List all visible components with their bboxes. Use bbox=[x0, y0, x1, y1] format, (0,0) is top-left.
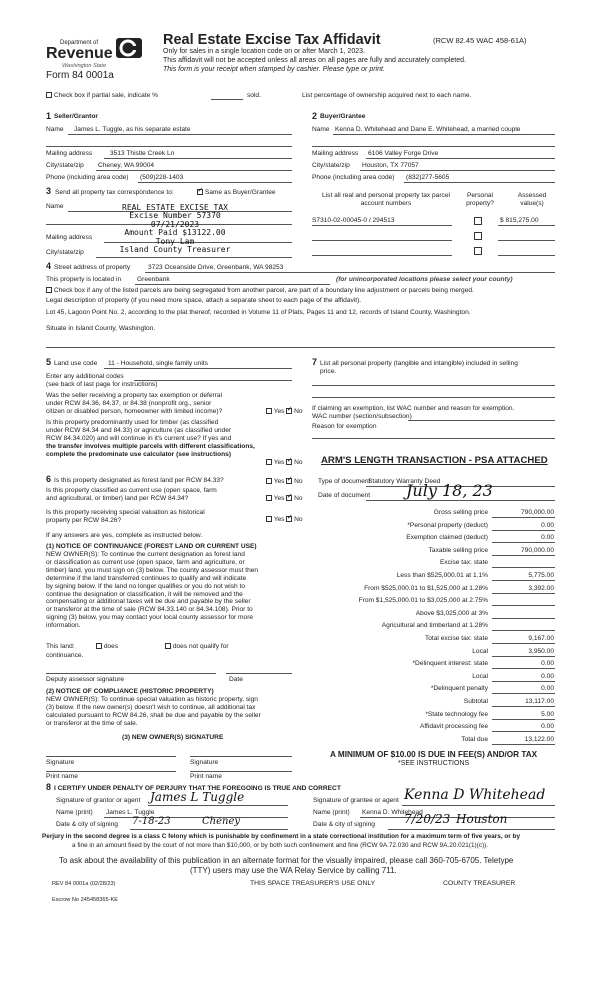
personal-property-checkbox-2[interactable] bbox=[474, 232, 482, 240]
escrow-row bbox=[52, 897, 118, 903]
calc-row-field[interactable] bbox=[492, 719, 555, 720]
alt-format-line-1: To ask about the availability of this publication in an alternate format for the visually impaired, please call 360-705-6705. Teletype bbox=[59, 856, 514, 865]
doc-type-label: Type of document bbox=[318, 478, 371, 485]
does-not-checkbox[interactable] bbox=[165, 643, 171, 649]
calc-row-label: Less than $525,000.01 at 1.1% bbox=[396, 572, 488, 579]
calc-row-value: 0.00 bbox=[541, 673, 554, 680]
s6q2-no-label: No bbox=[294, 495, 303, 502]
segregated-label: Check box if any of the listed parcels are being segregated from another parcel, are part of a boundary line adjustment or parcels being merged. bbox=[53, 287, 474, 294]
partial-sold-label: sold. bbox=[247, 92, 261, 99]
calc-row-value: 3,950.00 bbox=[528, 648, 554, 655]
section-4-number: 4 bbox=[46, 261, 52, 271]
calc-row-value: 5,775.00 bbox=[528, 572, 554, 579]
correspondence-label: Send all property tax correspondence to: bbox=[55, 189, 174, 196]
calc-row-value: 0.00 bbox=[541, 723, 554, 730]
notice-continuance-text bbox=[46, 551, 258, 630]
timber-question bbox=[46, 419, 255, 459]
calc-row-value: 0.00 bbox=[541, 660, 554, 667]
stamp-line-2: Excise Number 57370 bbox=[129, 211, 221, 221]
signature-label-2: Signature bbox=[190, 759, 219, 766]
n1-line-7: compensating or additional taxes will be due and payable by the seller bbox=[46, 598, 251, 606]
same-as-buyer-label: Same as Buyer/Grantee bbox=[204, 189, 276, 196]
calc-row-label: Local bbox=[472, 648, 488, 655]
calc-row-label: Above $3,025,000 at 3% bbox=[415, 610, 488, 617]
certify-statement: I CERTIFY UNDER PENALTY OF PERJURY THAT THE FOREGOING IS TRUE AND CORRECT bbox=[54, 785, 341, 792]
section-3-number: 3 bbox=[46, 186, 52, 196]
q2-line-2: under RCW 84.34 and 84.33) or agriculture (as classified under bbox=[46, 426, 232, 434]
state-line: Washington State bbox=[62, 63, 107, 69]
s6q2-yes-checkbox[interactable] bbox=[266, 495, 272, 501]
new-owner-signature-field-1[interactable] bbox=[46, 756, 176, 757]
header-note-1: Only for sales in a single location code on or after March 1, 2023. bbox=[163, 48, 365, 55]
seller-phone-label: Phone (including area code) bbox=[46, 174, 129, 181]
s6q1-no-checkbox[interactable] bbox=[286, 478, 292, 484]
s7-line-2: price. bbox=[320, 367, 337, 375]
stamp-line-1: REAL ESTATE EXCISE TAX bbox=[122, 203, 228, 212]
buyer-phone-label: Phone (including area code) bbox=[312, 174, 395, 181]
calc-row-label: From $1,525,000.01 to $3,025,000 at 2.75% bbox=[358, 597, 488, 604]
does-not-label: does not qualify for bbox=[172, 643, 229, 650]
buyer-address-field[interactable] bbox=[366, 158, 555, 159]
buyer-name-value: Kenna D. Whitehead and Dane E. Whitehead, a married couple bbox=[335, 126, 521, 133]
land-use-field[interactable] bbox=[104, 368, 292, 369]
located-in-field[interactable] bbox=[135, 284, 330, 285]
calc-row-label: Excise tax: state bbox=[439, 559, 488, 566]
s6q2-no-checkbox[interactable] bbox=[286, 495, 292, 501]
located-in-value: Greenbank bbox=[137, 276, 170, 283]
grantee-date-field[interactable] bbox=[388, 829, 555, 830]
legal-description-value: Lot 45, Lagoon Point No. 2, according to the plat thereof, recorded in Volume 11 of Plats, Pages 11 and 12, records of Island County, Washington. bbox=[46, 309, 471, 316]
calc-row-value: 5.00 bbox=[541, 711, 554, 718]
personal-property-header: Personal property? bbox=[466, 192, 494, 207]
notice-continuance-title: (1) NOTICE OF CONTINUANCE (FOREST LAND OR CURRENT USE) bbox=[46, 543, 257, 550]
seller-name-value: James L. Tuggle, as his separate estate bbox=[74, 126, 191, 133]
calc-row-field[interactable] bbox=[492, 567, 555, 568]
grantor-signature: James L Tuggle bbox=[150, 790, 245, 804]
buyer-heading: Buyer/Grantee bbox=[320, 113, 366, 120]
calc-row-field[interactable] bbox=[492, 656, 555, 657]
calc-row-label: Agricultural and timberland at 1.28% bbox=[381, 622, 488, 629]
pp-cell-3 bbox=[474, 247, 482, 257]
unincorporated-note: (for unincorporated locations please select your county) bbox=[336, 276, 513, 283]
partial-percent-field[interactable] bbox=[211, 99, 243, 100]
this-land-label: This land: bbox=[46, 643, 75, 650]
calc-row-field[interactable] bbox=[492, 706, 555, 707]
n1-line-6: continue the designation or classification, it will be removed and the bbox=[46, 590, 243, 598]
does-checkbox[interactable] bbox=[96, 643, 102, 649]
stamp-line-6: Island County Treasurer bbox=[119, 244, 231, 254]
n1-line-1: NEW OWNER(S): To continue the current designation as forest land bbox=[46, 551, 245, 558]
new-owner-print-field-1[interactable] bbox=[46, 771, 176, 772]
doc-date-field[interactable] bbox=[366, 500, 555, 501]
escrow-number: 245458365-KE bbox=[80, 897, 118, 903]
buyer-address-value: 6106 Valley Forge Drive bbox=[368, 150, 439, 157]
buyer-address-label: Mailing address bbox=[312, 150, 359, 157]
q2-no-checkbox[interactable] bbox=[286, 459, 292, 465]
s6q3-yes-checkbox[interactable] bbox=[266, 516, 272, 522]
calc-row-field[interactable] bbox=[492, 605, 555, 606]
exemption-instruction: If claiming an exemption, list WAC number and reason for exemption. bbox=[312, 405, 515, 412]
signature-label-1: Signature bbox=[46, 759, 75, 766]
doc-date-label: Date of document bbox=[318, 492, 371, 499]
q2-line-1: Is this property predominantly used for timber (as classified bbox=[46, 419, 219, 426]
q1-line-1: Was the seller receiving a property tax exemption or deferral bbox=[46, 392, 223, 399]
grantor-signature-field[interactable] bbox=[148, 805, 288, 806]
seller-name-label: Name bbox=[46, 126, 64, 133]
q1-line-3: citizen or disabled person, homeowner with limited income)? bbox=[46, 407, 223, 415]
wac-label: WAC number (section/subsection) bbox=[312, 413, 412, 420]
q1-no-checkbox[interactable] bbox=[286, 408, 292, 414]
revenue-wordmark: Revenue bbox=[46, 45, 113, 62]
s6q2-yes-no bbox=[266, 495, 303, 503]
any-yes-note: If any answers are yes, complete as instructed below. bbox=[46, 532, 203, 539]
exemption-reason-field[interactable] bbox=[312, 438, 555, 439]
buyer-name-line-2[interactable] bbox=[312, 146, 555, 147]
assessed-field-1[interactable] bbox=[498, 225, 555, 226]
calc-row-value: 0.00 bbox=[541, 522, 554, 529]
q2-line-3: RCW 84.34.020) and will continue in it's current use? If yes and bbox=[46, 434, 232, 442]
n1-line-5: by signing below. If the land no longer qualifies or you do not wish to bbox=[46, 582, 246, 590]
corr-city-field[interactable] bbox=[96, 257, 292, 258]
calc-row-value: 0.00 bbox=[541, 534, 554, 541]
calc-row-field[interactable] bbox=[492, 693, 555, 694]
notice-compliance-text bbox=[46, 696, 261, 728]
s6q3-no-label: No bbox=[294, 516, 303, 523]
calc-row-label: *Delinquent interest: state bbox=[412, 660, 488, 667]
corr-name-label: Name bbox=[46, 203, 64, 210]
street-address-label: Street address of property bbox=[54, 264, 131, 271]
county-treasurer-label: COUNTY TREASURER bbox=[443, 880, 516, 887]
rcw-reference: (RCW 82.45 WAC 458-61A) bbox=[433, 36, 527, 45]
revision-number: REV 84 0001a (02/28/23) bbox=[52, 881, 116, 887]
calc-row-field[interactable] bbox=[492, 542, 555, 543]
n1-line-2: or classification as current use (open space, farm and agriculture, or bbox=[46, 558, 245, 566]
s6q3-line-2: property per RCW 84.26? bbox=[46, 516, 122, 524]
s6q3-no-checkbox[interactable] bbox=[286, 516, 292, 522]
personal-property-checkbox-1[interactable] bbox=[474, 217, 482, 225]
buyer-name-field[interactable] bbox=[333, 134, 555, 135]
grantor-name-label: Name (print) bbox=[56, 809, 93, 816]
seller-city-field[interactable] bbox=[96, 170, 292, 171]
seller-address-value: 3513 Thistle Creek Ln bbox=[110, 150, 175, 157]
see-instructions-note: *SEE INSTRUCTIONS bbox=[398, 760, 470, 767]
grantor-city-value: Cheney bbox=[202, 816, 241, 827]
perjury-line-2: a fine in an amount fixed by the court of not more than $10,000, or by both such confinement and fine (RCW 9A.72.030 and RCW 9A.20.021(1)(c)). bbox=[72, 842, 488, 849]
pp-cell-2 bbox=[474, 232, 482, 242]
new-owner-signature-title: (3) NEW OWNER(S) SIGNATURE bbox=[122, 734, 224, 741]
does-row bbox=[96, 643, 118, 651]
section-8-number: 8 bbox=[46, 782, 52, 792]
deputy-date-field[interactable] bbox=[226, 673, 292, 674]
calc-row-label: Total due bbox=[461, 736, 488, 743]
grantee-signature: Kenna D Whitehead bbox=[404, 787, 546, 803]
q2-line-5: complete the predominate use calculator (see instructions) bbox=[46, 450, 232, 458]
buyer-city-label: City/state/zip bbox=[312, 162, 350, 169]
dor-logo-icon bbox=[115, 37, 143, 59]
partial-sale-checkbox[interactable] bbox=[46, 92, 52, 98]
q2-no-label: No bbox=[294, 459, 303, 466]
seller-city-value: Cheney, WA 99004 bbox=[98, 162, 155, 169]
s6q2-yes-label: Yes bbox=[273, 495, 285, 502]
s6q2-line-1: Is this property classified as current use (open space, farm bbox=[46, 487, 217, 494]
n2-line-1: NEW OWNER(S): To continue special valuation as historic property, sign bbox=[46, 696, 258, 703]
deputy-signature-field[interactable] bbox=[46, 673, 216, 674]
seller-address-field[interactable] bbox=[104, 158, 292, 159]
doc-date-value: July 18, 23 bbox=[406, 481, 493, 500]
grantor-signature-label: Signature of grantor or agent bbox=[56, 797, 141, 804]
personal-property-field-2[interactable] bbox=[312, 397, 555, 398]
perjury-line-1: Perjury in the second degree is a class C felony which is punishable by confinement in a state correctional institution for a maximum term of five years, or by bbox=[42, 833, 521, 840]
calc-row-field[interactable] bbox=[492, 731, 555, 732]
calc-row-label: Taxable selling price bbox=[428, 547, 488, 554]
grantee-city-value: Houston bbox=[456, 812, 508, 826]
calc-row-label: *Delinquent penalty bbox=[430, 685, 488, 692]
section-1-number: 1 bbox=[46, 111, 52, 121]
grantee-name-label: Name (print) bbox=[313, 809, 350, 816]
seller-name-field[interactable] bbox=[68, 134, 292, 135]
s6q3-line-1: Is this property receiving special valuation as historical bbox=[46, 509, 205, 516]
grantor-date-label: Date & city of signing bbox=[56, 821, 118, 828]
n1-line-9: signing (3) below, you may contact your local county assessor for more bbox=[46, 614, 254, 622]
stamp-line-4: Amount Paid $13122.00 bbox=[124, 228, 226, 238]
calc-row-label: *Personal property (deduct) bbox=[407, 522, 488, 529]
s6q1-yes-label: Yes bbox=[273, 478, 285, 485]
section-6-number: 6 bbox=[46, 474, 52, 484]
print-name-label-1: Print name bbox=[46, 773, 78, 780]
seller-phone-value: (509)228-1403 bbox=[140, 174, 184, 181]
q1-line-2: under RCW 84.36, 84.37, or 84.38 (nonprofit org., senior bbox=[46, 399, 212, 407]
calc-row-label: Gross selling price bbox=[433, 509, 488, 516]
q1-yes-checkbox[interactable] bbox=[266, 408, 272, 414]
exemption-reason-label: Reason for exemption bbox=[312, 423, 377, 430]
calc-row-field[interactable] bbox=[492, 668, 555, 669]
n2-line-4: or transferor at the time of sale. bbox=[46, 719, 138, 727]
n1-line-4: determine if the land transferred continues to qualify and will indicate bbox=[46, 574, 247, 582]
street-address-value: 3723 Oceanside Drive, Greenbank, WA 98253 bbox=[148, 264, 284, 271]
calc-row-field[interactable] bbox=[492, 744, 555, 745]
grantee-name-value: Kenna D. Whitehead bbox=[362, 809, 423, 816]
parcel-header: List all real and personal property tax parcel account numbers bbox=[322, 192, 450, 207]
wac-field[interactable] bbox=[408, 420, 555, 421]
legal-extra-line[interactable] bbox=[46, 347, 555, 348]
n1-line-3: timber) land, you must sign on (3) below. The county assessor must then bbox=[46, 566, 259, 574]
q1-no-label: No bbox=[294, 408, 303, 415]
seller-heading: Seller/Grantor bbox=[54, 113, 98, 120]
corr-address-label: Mailing address bbox=[46, 234, 93, 241]
s6q1-no-label: No bbox=[294, 478, 303, 485]
segregated-checkbox[interactable] bbox=[46, 287, 52, 293]
seller-name-line-2[interactable] bbox=[46, 146, 292, 147]
calc-row-label: Subtotal bbox=[463, 698, 488, 705]
located-in-label: This property is located in bbox=[46, 276, 122, 283]
stamp-line-5: Tony Lam bbox=[155, 236, 195, 246]
calc-row-label: From $525,000.01 to $1,525,000 at 1.28% bbox=[364, 585, 488, 592]
partial-sale-row bbox=[46, 92, 158, 100]
land-use-label: Land use code bbox=[54, 360, 98, 367]
q1-yes-label: Yes bbox=[273, 408, 285, 415]
calc-row-label: Affidavit processing fee bbox=[419, 723, 488, 730]
same-as-buyer-checkbox[interactable] bbox=[197, 189, 203, 195]
seller-address-label: Mailing address bbox=[46, 150, 93, 157]
personal-property-checkbox-3[interactable] bbox=[474, 247, 482, 255]
calc-row-field[interactable] bbox=[492, 517, 555, 518]
buyer-city-field[interactable] bbox=[360, 170, 555, 171]
calc-row-value: 3,392.00 bbox=[528, 585, 554, 592]
grantor-name-value: James L. Tuggle bbox=[106, 809, 155, 816]
n2-line-3: calculated pursuant to RCW 84.26, shall be due and payable by the seller bbox=[46, 711, 261, 719]
buyer-phone-field[interactable] bbox=[404, 182, 555, 183]
legal-description-label: Legal description of property (if you need more space, attach a separate sheet to each page of the affidavit). bbox=[46, 297, 362, 304]
seller-city-label: City/state/zip bbox=[46, 162, 84, 169]
parcel-field-1[interactable] bbox=[312, 225, 452, 226]
additional-codes-field[interactable] bbox=[134, 380, 292, 381]
escrow-label: Escrow No bbox=[52, 897, 80, 903]
q2-yes-no bbox=[266, 459, 303, 467]
dept-line: Department of bbox=[60, 40, 99, 46]
arms-length-note: ARM'S LENGTH TRANSACTION - PSA ATTACHED bbox=[321, 455, 548, 466]
stamp-line-3: 07/21/2023 bbox=[150, 219, 200, 229]
segregated-row bbox=[46, 287, 474, 295]
calc-row-field[interactable] bbox=[492, 530, 555, 531]
grantor-date-field[interactable] bbox=[130, 829, 288, 830]
calc-row-value: 790,000.00 bbox=[520, 509, 554, 516]
assessed-field-2[interactable] bbox=[498, 240, 555, 241]
calc-row-value: 13,117.00 bbox=[525, 698, 554, 705]
corr-city-label: City/state/zip bbox=[46, 249, 84, 256]
calc-row-field[interactable] bbox=[492, 580, 555, 581]
s7-line-1: List all personal property (tangible and intangible) included in selling bbox=[320, 360, 518, 367]
current-use-question bbox=[46, 487, 217, 503]
header-note-2: This affidavit will not be accepted unless all areas on all pages are fully and accurately completed. bbox=[163, 57, 466, 64]
street-address-field[interactable] bbox=[145, 272, 555, 273]
grantee-date-label: Date & city of signing bbox=[313, 821, 375, 828]
minimum-due-note: A MINIMUM OF $10.00 IS DUE IN FEE(S) AND/OR TAX bbox=[330, 750, 538, 759]
forest-question: Is this property designated as forest land per RCW 84.33? bbox=[54, 477, 224, 484]
section-5-number: 5 bbox=[46, 357, 52, 367]
grantor-date-value: 7-18-23 bbox=[132, 816, 171, 827]
land-use-value: 11 - Household, single family units bbox=[108, 360, 208, 367]
situate-value: Situate in Island County, Washington. bbox=[46, 325, 156, 332]
form-title: Real Estate Excise Tax Affidavit bbox=[163, 32, 381, 48]
new-owner-print-field-2[interactable] bbox=[190, 771, 292, 772]
s6q1-yes-checkbox[interactable] bbox=[266, 478, 272, 484]
grantee-signature-field[interactable] bbox=[402, 805, 555, 806]
new-owner-signature-field-2[interactable] bbox=[190, 756, 292, 757]
partial-sale-label: Check box if partial sale, indicate % bbox=[53, 92, 158, 99]
additional-codes-note: (see back of last page for instructions) bbox=[46, 381, 158, 388]
calc-row-field[interactable] bbox=[492, 643, 555, 644]
calc-row-value: 0.00 bbox=[541, 685, 554, 692]
form-number: Form 84 0001a bbox=[46, 70, 114, 81]
calc-row-label: Local bbox=[472, 673, 488, 680]
calc-row-field[interactable] bbox=[492, 618, 555, 619]
header-note-3: This form is your receipt when stamped by cashier. Please type or print. bbox=[163, 66, 385, 73]
historic-question bbox=[46, 509, 205, 525]
buyer-phone-value: (832)277-5605 bbox=[406, 174, 450, 181]
calc-row-field[interactable] bbox=[492, 630, 555, 631]
parcel-field-2[interactable] bbox=[312, 240, 452, 241]
assessed-value-header: Assessed value(s) bbox=[517, 192, 547, 207]
section-2-number: 2 bbox=[312, 111, 318, 121]
grantee-date-value: 7/20/23 bbox=[404, 812, 451, 826]
calc-row-field[interactable] bbox=[492, 593, 555, 594]
treasurer-stamp bbox=[100, 204, 250, 254]
s6q3-yes-no bbox=[266, 516, 303, 524]
personal-property-field-1[interactable] bbox=[312, 385, 555, 386]
treasurer-use-label: THIS SPACE TREASURER'S USE ONLY bbox=[250, 880, 376, 887]
additional-codes-label: Enter any additional codes bbox=[46, 373, 124, 380]
s6q2-line-2: and agricultural, or timber) land per RCW 84.34? bbox=[46, 494, 189, 502]
parcel-number-value: S7310-02-00045-0 / 294513 bbox=[312, 217, 395, 224]
assessed-value: $ 815,275.00 bbox=[500, 217, 539, 224]
print-name-label-2: Print name bbox=[190, 773, 222, 780]
n1-line-10: information. bbox=[46, 622, 81, 630]
n2-line-2: (3) below. If the new owner(s) doesn't wish to continue, all additional tax bbox=[46, 703, 256, 711]
deputy-signature-label: Deputy assessor signature bbox=[46, 676, 125, 683]
alt-format-line-2: (TTY) users may use the WA Relay Service by calling 711. bbox=[190, 866, 397, 875]
q2-yes-checkbox[interactable] bbox=[266, 459, 272, 465]
q2-line-4: the transfer involves multiple parcels with different classifications, bbox=[46, 442, 255, 450]
doc-type-value: Statutory Warranty Deed bbox=[368, 478, 441, 485]
calc-row-value: 13,122.00 bbox=[524, 736, 554, 743]
buyer-city-value: Houston, TX 77057 bbox=[362, 162, 419, 169]
deputy-date-label: Date bbox=[229, 676, 243, 683]
calc-row-value: 790,000.00 bbox=[520, 547, 554, 554]
exemption-question bbox=[46, 392, 222, 416]
grantee-signature-label: Signature of grantee or agent bbox=[313, 797, 399, 804]
continuance-label: continuance. bbox=[46, 652, 84, 659]
assessed-field-3[interactable] bbox=[498, 255, 555, 256]
calc-row-label: Total excise tax: state bbox=[424, 635, 488, 642]
personal-property-text bbox=[320, 360, 518, 376]
same-as-buyer-row bbox=[197, 189, 276, 197]
ownership-note: List percentage of ownership acquired next to each name. bbox=[302, 92, 472, 99]
calc-row-label: Exemption claimed (deduct) bbox=[406, 534, 488, 541]
calc-row-label: *State technology fee bbox=[425, 711, 488, 718]
parcel-field-3[interactable] bbox=[312, 255, 452, 256]
does-label: does bbox=[103, 643, 119, 650]
calc-row-value: 9,167.00 bbox=[528, 635, 554, 642]
q1-yes-no bbox=[266, 408, 303, 416]
q2-yes-label: Yes bbox=[273, 459, 285, 466]
buyer-name-label: Name bbox=[312, 126, 330, 133]
does-not-row bbox=[165, 643, 229, 651]
section-7-number: 7 bbox=[312, 357, 318, 367]
s6q3-yes-label: Yes bbox=[273, 516, 285, 523]
calc-row-field[interactable] bbox=[492, 555, 555, 556]
n1-line-8: or transferor at the time of sale (RCW 84.33.140 or 84.34.108). Prior to bbox=[46, 606, 253, 614]
calc-row-field[interactable] bbox=[492, 681, 555, 682]
notice-compliance-title: (2) NOTICE OF COMPLIANCE (HISTORIC PROPERTY) bbox=[46, 688, 214, 695]
pp-cell-1 bbox=[474, 217, 482, 227]
seller-phone-field[interactable] bbox=[138, 182, 292, 183]
s6q1-yes-no bbox=[266, 478, 303, 486]
